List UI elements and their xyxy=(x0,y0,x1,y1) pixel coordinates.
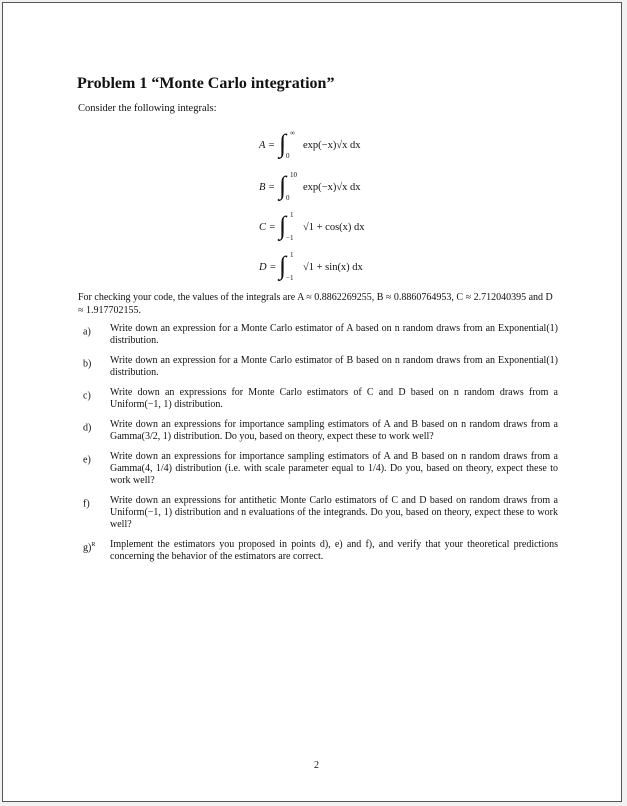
upper-limit: ∞ xyxy=(290,129,295,137)
upper-limit: 10 xyxy=(290,171,297,179)
task-label: d) xyxy=(83,422,92,434)
task-item xyxy=(83,495,558,531)
task-text: Implement the estimators you proposed in points d), e) and f), and verify that your theoretical predictions concerning the behavior of the estimators are correct. xyxy=(110,539,558,562)
integrand: exp(−x)√x dx xyxy=(303,140,361,151)
equation-lhs: A = xyxy=(259,140,275,151)
task-text: Write down an expression for a Monte Carlo estimator of B based on n random draws from an Exponential(1) distribution. xyxy=(110,355,558,378)
integrand: √1 + sin(x) dx xyxy=(303,262,363,273)
page-number: 2 xyxy=(314,760,319,771)
task-label: g)$^R$ xyxy=(83,542,96,554)
upper-limit: 1 xyxy=(290,251,294,259)
task-item xyxy=(83,539,558,563)
equation-lhs: C = xyxy=(259,222,276,233)
task-label: c) xyxy=(83,390,91,402)
integrand: √1 + cos(x) dx xyxy=(303,222,365,233)
task-label: e) xyxy=(83,454,91,466)
task-label: a) xyxy=(83,326,91,338)
integral-sign: ∫ xyxy=(279,251,287,280)
integral-sign: ∫ xyxy=(279,171,287,200)
lower-limit: −1 xyxy=(286,274,294,282)
task-text: Write down an expressions for importance sampling estimators of A and B based on n random draws from a Gamma(3/2, 1) distribution. Do you, based on theory, expect these to work well? xyxy=(110,419,558,442)
task-label: b) xyxy=(83,358,92,370)
problem-heading: Problem 1 “Monte Carlo integration” xyxy=(77,75,335,92)
lower-limit: −1 xyxy=(286,234,294,242)
task-text: Write down an expression for a Monte Carlo estimator of A based on n random draws from an Exponential(1) distribution. xyxy=(110,323,558,346)
intro-text: Consider the following integrals: xyxy=(78,103,217,114)
lower-limit: 0 xyxy=(286,152,290,160)
integrand: exp(−x)√x dx xyxy=(303,182,361,193)
task-item xyxy=(83,387,558,411)
task-item xyxy=(83,419,558,443)
task-item xyxy=(83,323,558,347)
integral-sign: ∫ xyxy=(279,129,287,158)
task-text: Write down an expressions for importance sampling estimators of A and B based on n random draws from a Gamma(4, 1/4) distribution (i.e. with scale parameter equal to 1/4). Do you, based on theory, expect these to work well? xyxy=(110,451,558,486)
task-list xyxy=(83,323,558,571)
lower-limit: 0 xyxy=(286,194,290,202)
task-item xyxy=(83,355,558,379)
integral-sign: ∫ xyxy=(279,211,287,240)
task-text: Write down an expressions for Monte Carlo estimators of C and D based on n random draws from a Uniform(−1, 1) distribution. xyxy=(110,387,558,410)
equation-lhs: B = xyxy=(259,182,276,193)
check-values-text: For checking your code, the values of the integrals are A ≈ 0.8862269255, B ≈ 0.8860764953, C ≈ 2.712040395 and D ≈ 1.917702155. xyxy=(78,292,553,316)
task-label: f) xyxy=(83,498,90,510)
task-item xyxy=(83,451,558,487)
document-page xyxy=(2,2,622,802)
task-text: Write down an expressions for antithetic Monte Carlo estimators of C and D based on random draws from a Uniform(−1, 1) distribution and n evaluations of the integrands. Do you, based on theory, expect these to work well? xyxy=(110,495,558,530)
upper-limit: 1 xyxy=(290,211,294,219)
equation-lhs: D = xyxy=(259,262,277,273)
